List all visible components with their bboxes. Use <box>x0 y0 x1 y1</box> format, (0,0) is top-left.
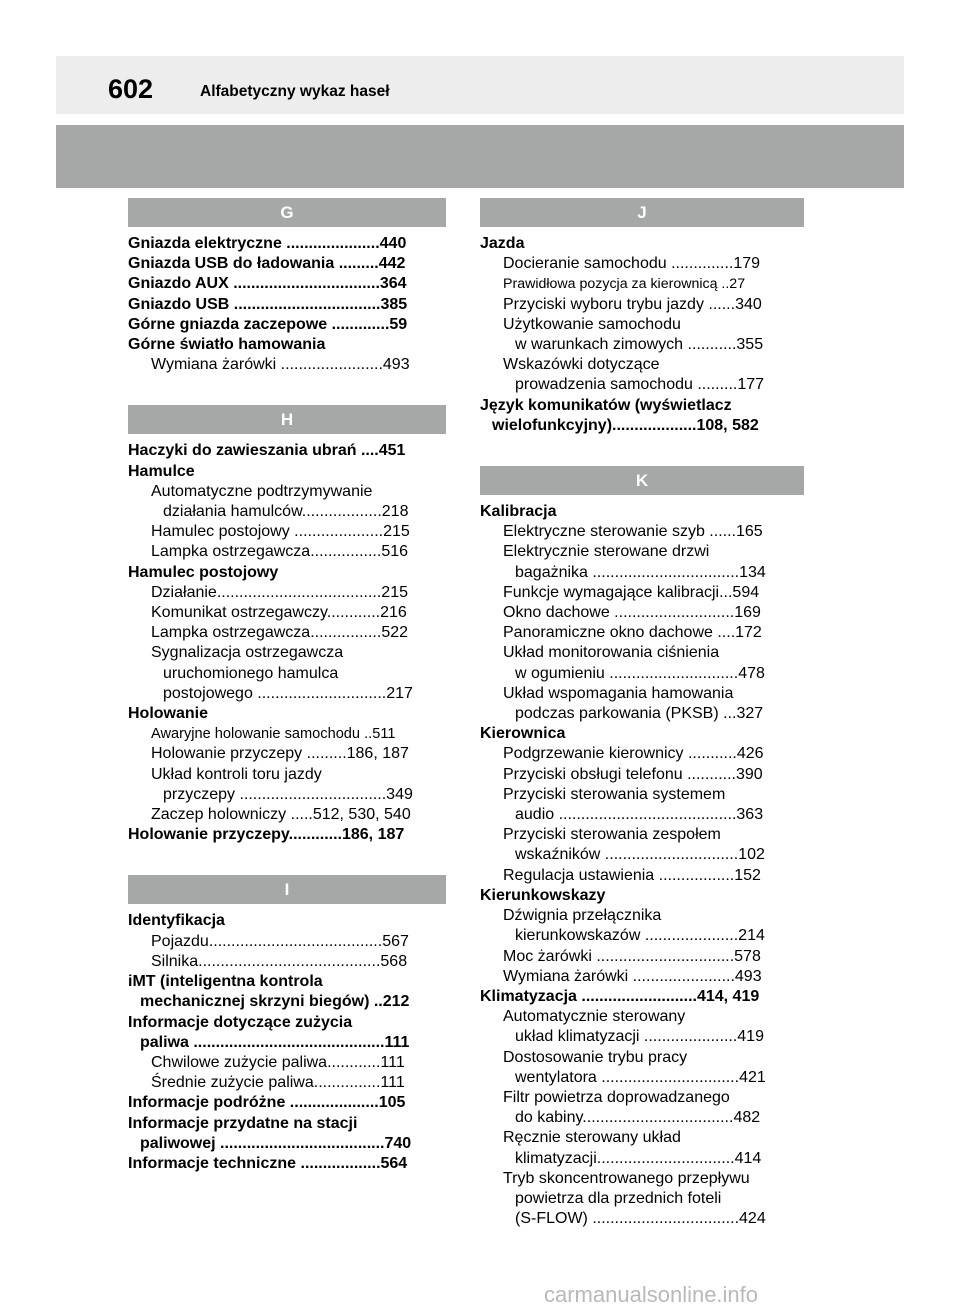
index-subentry-continuation: (S-FLOW) .................................424 <box>515 1210 766 1228</box>
index-subentry-continuation: kierunkowskazów .....................214 <box>515 927 765 945</box>
index-subentry: Przyciski wyboru trybu jazdy ......340 <box>503 295 762 313</box>
index-subentry: Pojazdu.......................................567 <box>151 932 409 950</box>
index-entry-continuation: wielofunkcyjny)...................108, 582 <box>492 416 759 434</box>
index-subentry: Użytkowanie samochodu <box>503 315 681 333</box>
letter-heading-g: G <box>128 198 446 227</box>
index-subentry-continuation: działania hamulców..................218 <box>163 503 409 521</box>
index-subentry: Funkcje wymagające kalibracji...594 <box>503 583 760 601</box>
index-subentry-continuation: do kabiny..................................482 <box>515 1109 761 1127</box>
index-subentry: Awaryjne holowanie samochodu ..511 <box>151 726 396 743</box>
index-subentry: Wymiana żarówki .......................493 <box>151 356 410 374</box>
index-subentry-continuation: w warunkach zimowych ...........355 <box>515 336 764 354</box>
index-entry: Jazda <box>480 235 525 252</box>
index-entry: Identyfikacja <box>128 912 225 930</box>
index-subentry: Układ monitorowania ciśnienia <box>503 644 720 662</box>
index-subentry-continuation: wskaźników ..............................102 <box>515 846 765 864</box>
section-k <box>480 466 804 1229</box>
index-subentry: Komunikat ostrzegawczy............216 <box>151 604 407 622</box>
index-entry: Język komunikatów (wyświetlacz <box>480 396 732 414</box>
watermark: carmanualsonline.info <box>544 1282 759 1307</box>
index-entry-continuation: paliwa ...........................................111 <box>140 1033 410 1051</box>
index-subentry: Działanie.....................................215 <box>151 583 408 601</box>
index-subentry-continuation: przyczepy .................................349 <box>163 785 413 803</box>
index-subentry-continuation: powietrza dla przednich foteli <box>515 1189 722 1207</box>
index-subentry: Regulacja ustawienia .................152 <box>503 866 761 884</box>
index-subentry-continuation: wentylatora ...............................421 <box>515 1068 766 1086</box>
index-subentry: Dźwignia przełącznika <box>503 907 662 925</box>
index-entry: Górne gniazda zaczepowe .............59 <box>128 315 408 333</box>
index-subentry: Sygnalizacja ostrzegawcza <box>151 644 344 662</box>
index-subentry-continuation: podczas parkowania (PKSB) ...327 <box>515 705 764 723</box>
index-subentry: Panoramiczne okno dachowe ....172 <box>503 624 762 642</box>
index-subentry-continuation: audio ........................................363 <box>515 806 764 824</box>
index-subentry: Silnika.........................................568 <box>151 952 408 970</box>
section-h <box>128 405 446 845</box>
index-subentry: Tryb skoncentrowanego przepływu <box>503 1169 750 1187</box>
index-subentry: Ręcznie sterowany układ <box>503 1129 681 1147</box>
index-entry: Gniazda elektryczne .....................440 <box>128 235 407 252</box>
index-subentry: Podgrzewanie kierownicy ...........426 <box>503 745 764 763</box>
header-band <box>56 56 904 114</box>
index-subentry: Automatycznie sterowany <box>503 1008 686 1026</box>
index-subentry: Okno dachowe ...........................169 <box>503 604 761 622</box>
index-subentry: Holowanie przyczepy .........186, 187 <box>151 745 409 763</box>
left-column <box>128 198 446 1204</box>
letter-heading-h: H <box>128 405 446 434</box>
section-i <box>128 875 446 1174</box>
index-subentry: Wymiana żarówki .......................493 <box>503 967 762 985</box>
index-subentry-continuation: układ klimatyzacji .....................419 <box>515 1028 764 1046</box>
index-subentry-continuation: postojowego .............................217 <box>163 684 413 702</box>
index-subentry: Zaczep holowniczy .....512, 530, 540 <box>151 806 411 824</box>
index-entry: Haczyki do zawieszania ubrań ....451 <box>128 442 406 460</box>
index-entry: iMT (inteligentna kontrola <box>128 973 323 991</box>
index-entry: Informacje techniczne ..................564 <box>128 1154 408 1172</box>
index-subentry: Filtr powietrza doprowadzanego <box>503 1088 730 1106</box>
section-j <box>480 198 804 436</box>
index-subentry: Układ kontroli toru jazdy <box>151 765 322 783</box>
letter-heading-i: I <box>128 875 446 904</box>
index-subentry: Chwilowe zużycie paliwa............111 <box>151 1053 405 1071</box>
index-subentry-continuation: w ogumieniu .............................478 <box>515 664 765 682</box>
index-subentry: Lampka ostrzegawcza................516 <box>151 543 409 561</box>
index-entry: Klimatyzacja ..........................414, 419 <box>480 987 760 1005</box>
index-entry: Kierunkowskazy <box>480 886 606 904</box>
index-subentry-continuation: prowadzenia samochodu .........177 <box>515 376 765 394</box>
page-number: 602 <box>108 74 154 104</box>
index-entry: Holowanie przyczepy............186, 187 <box>128 826 405 844</box>
index-subentry: Dostosowanie trybu pracy <box>503 1048 688 1066</box>
index-subentry: Automatyczne podtrzymywanie <box>151 482 373 500</box>
index-subentry: Przyciski sterowania systemem <box>503 785 726 803</box>
index-entry-continuation: paliwowej .....................................740 <box>140 1134 412 1152</box>
index-entry: Hamulec postojowy <box>128 563 279 581</box>
decorative-band <box>56 125 904 188</box>
index-subentry: Prawidłowa pozycja za kierownicą ..27 <box>503 276 746 293</box>
index-entry: Gniazdo USB .................................385 <box>128 295 408 313</box>
section-g <box>128 198 446 375</box>
letter-heading-k: K <box>480 466 804 495</box>
right-column <box>480 198 804 1259</box>
index-entry: Gniazdo AUX .................................364 <box>128 275 407 293</box>
index-subentry: Lampka ostrzegawcza................522 <box>151 624 409 642</box>
index-subentry: Elektrycznie sterowane drzwi <box>503 543 710 561</box>
index-subentry: Układ wspomagania hamowania <box>503 684 734 702</box>
index-entry: Kalibracja <box>480 503 557 521</box>
index-entry: Holowanie <box>128 705 209 723</box>
index-subentry: Wskazówki dotyczące <box>503 356 660 374</box>
index-entry-continuation: mechanicznej skrzyni biegów) ..212 <box>140 993 410 1011</box>
index-entry: Informacje dotyczące zużycia <box>128 1013 353 1031</box>
index-subentry: Elektryczne sterowanie szyb ......165 <box>503 523 763 541</box>
index-subentry-continuation: uruchomionego hamulca <box>163 664 339 682</box>
index-subentry: Docieranie samochodu ..............179 <box>503 255 761 273</box>
index-subentry: Moc żarówki ...............................578 <box>503 947 761 965</box>
index-entry: Kierownica <box>480 725 566 743</box>
index-subentry-continuation: bagażnika .................................134 <box>515 563 766 581</box>
page-title: Alfabetyczny wykaz haseł <box>200 83 390 100</box>
letter-heading-j: J <box>480 198 804 227</box>
index-subentry-continuation: klimatyzacji...............................414 <box>515 1149 762 1167</box>
index-entry: Informacje przydatne na stacji <box>128 1114 358 1132</box>
index-entry: Górne światło hamowania <box>128 336 326 354</box>
index-subentry: Przyciski sterowania zespołem <box>503 826 721 844</box>
index-entry: Informacje podróżne ....................105 <box>128 1094 406 1112</box>
index-entry: Hamulce <box>128 462 195 480</box>
index-entry: Gniazda USB do ładowania .........442 <box>128 255 406 273</box>
index-subentry: Hamulec postojowy ....................215 <box>151 523 410 541</box>
index-subentry: Przyciski obsługi telefonu ...........390 <box>503 765 763 783</box>
index-subentry: Średnie zużycie paliwa...............111 <box>151 1074 405 1092</box>
